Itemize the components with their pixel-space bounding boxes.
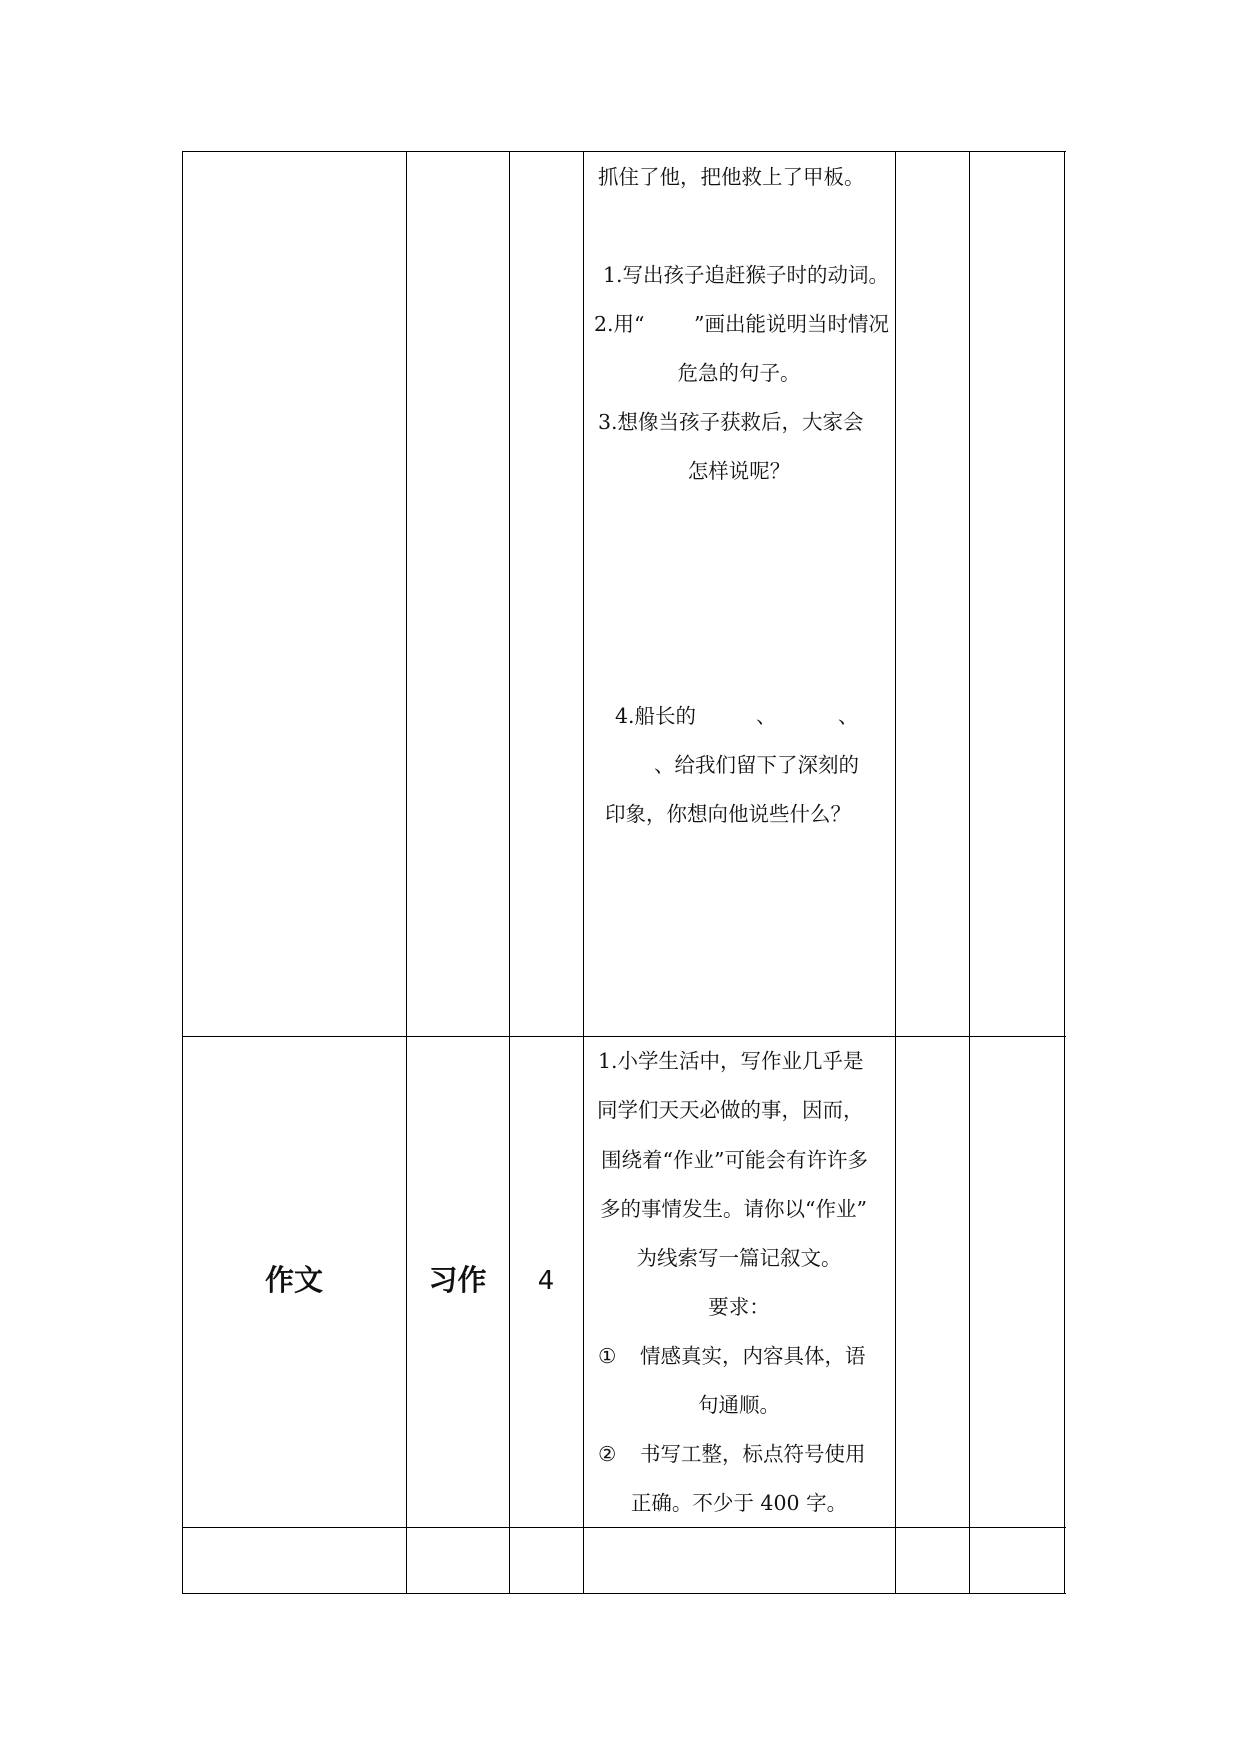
requirements-heading: 要求： xyxy=(708,1295,770,1319)
prompt-line-1: 1.小学生活中，写作业几乎是 xyxy=(598,1049,864,1073)
question-2-suffix: ”画出能说明当时情况 xyxy=(694,312,889,336)
column-border-1 xyxy=(406,151,407,1594)
question-4-line-3: 印象，你想向他说些什么？ xyxy=(605,802,851,826)
question-4-prefix: 4.船长的 xyxy=(615,704,697,728)
category-label: 作文 xyxy=(264,1263,323,1297)
table-bottom-border xyxy=(182,1593,1066,1594)
prompt-line-3: 围绕着“作业”可能会有许许多 xyxy=(601,1148,868,1172)
row-divider-1 xyxy=(182,1036,1066,1037)
requirement-2-marker: ② xyxy=(598,1442,617,1466)
passage-end-text: 抓住了他，把他救上了甲板。 xyxy=(598,165,865,189)
requirement-1-marker: ① xyxy=(598,1344,617,1368)
question-4-line-2: 、给我们留下了深刻的 xyxy=(654,753,859,777)
column-border-2 xyxy=(509,151,510,1594)
subcategory-label: 习作 xyxy=(428,1263,487,1297)
column-border-6 xyxy=(1064,151,1065,1594)
question-3-line-2: 怎样说呢？ xyxy=(687,459,791,483)
table-top-border xyxy=(182,151,1066,152)
prompt-line-2: 同学们天天必做的事，因而， xyxy=(597,1098,864,1122)
prompt-line-4: 多的事情发生。请你以“作业” xyxy=(600,1197,867,1221)
question-1: 1.写出孩子追赶猴子时的动词。 xyxy=(603,263,890,287)
requirement-2-text: 书写工整，标点符号使用 xyxy=(640,1442,866,1466)
question-4-separator-2: 、 xyxy=(838,704,859,728)
column-border-5 xyxy=(969,151,970,1594)
question-4-separator-1: 、 xyxy=(756,704,777,728)
question-2-line-2: 危急的句子。 xyxy=(677,361,801,385)
row-divider-2 xyxy=(182,1527,1066,1528)
question-2-prefix: 2.用“ xyxy=(594,312,645,336)
requirement-2-line-2: 正确。不少于 400 字。 xyxy=(630,1491,848,1515)
column-border-0 xyxy=(182,151,183,1594)
question-count: 4 xyxy=(537,1266,555,1296)
requirement-1-line-2: 句通顺。 xyxy=(698,1393,780,1417)
prompt-line-5: 为线索写一篇记叙文。 xyxy=(636,1246,842,1270)
column-border-4 xyxy=(895,151,896,1594)
question-3-line-1: 3.想像当孩子获救后，大家会 xyxy=(598,410,864,434)
requirement-1-text: 情感真实，内容具体，语 xyxy=(640,1344,866,1368)
